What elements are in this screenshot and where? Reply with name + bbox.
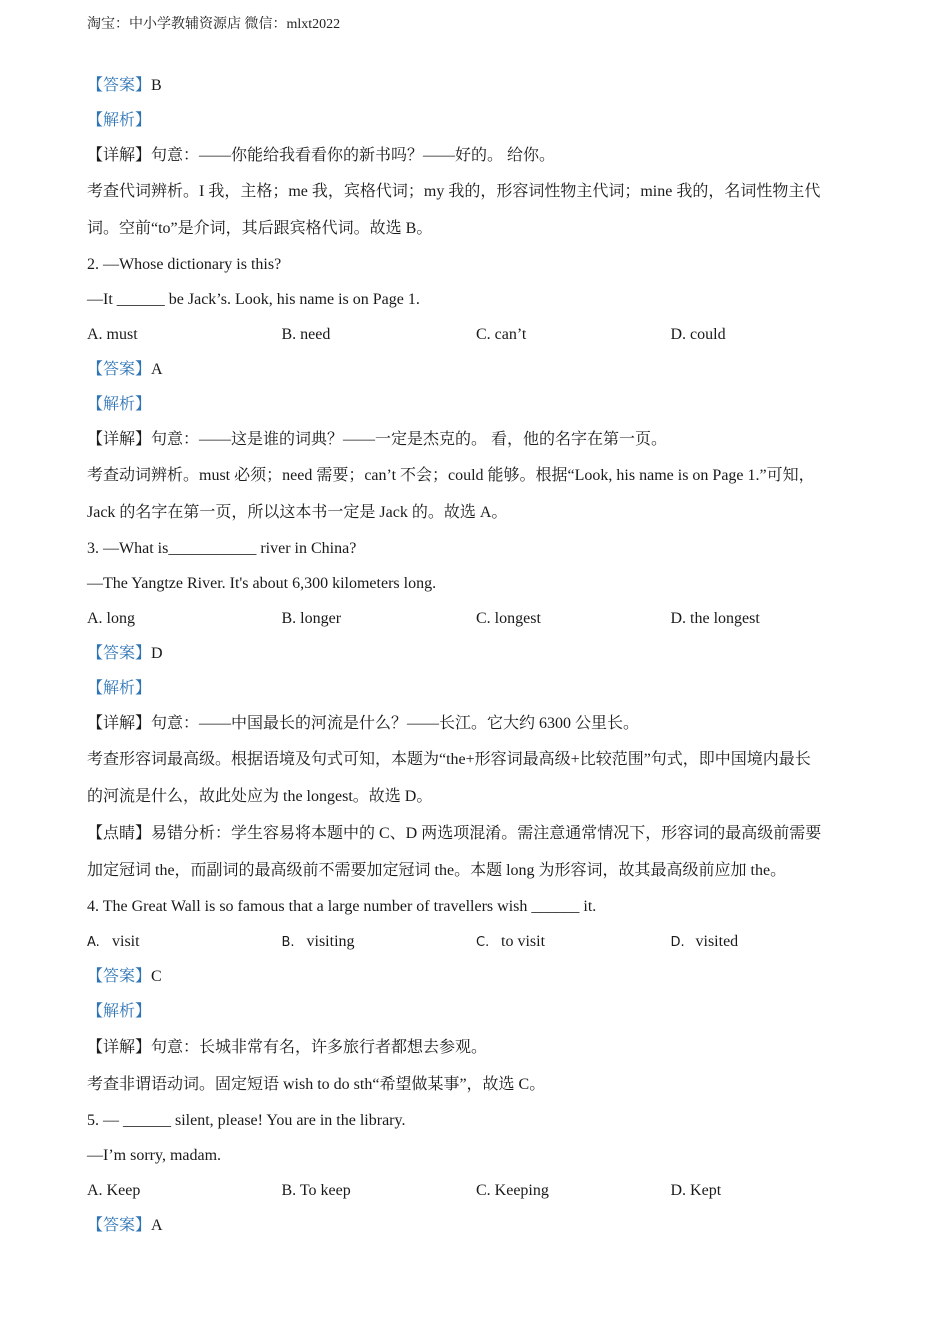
q1-answer bbox=[87, 68, 867, 103]
option-label: C. bbox=[476, 935, 490, 950]
q4-option-a bbox=[87, 924, 282, 959]
q5-options bbox=[87, 1173, 867, 1208]
option-text: visited bbox=[695, 933, 739, 950]
q4-answer bbox=[87, 959, 867, 994]
q5-answer bbox=[87, 1208, 867, 1243]
q2-analysis-tag: 【解析】 bbox=[87, 396, 152, 413]
q4-option-d bbox=[671, 924, 866, 959]
q3-analysis-tag: 【解析】 bbox=[87, 680, 152, 697]
q3-option-d: D. the longest bbox=[670, 610, 760, 627]
q4-options bbox=[87, 924, 867, 959]
q4-explain-1: 考查非谓语动词。固定短语 wish to do sth“希望做某事”，故选 C。 bbox=[87, 1076, 546, 1093]
answer-value: A bbox=[151, 1217, 163, 1234]
document-body bbox=[87, 68, 867, 1243]
q2-explain-1: 考查动词辨析。must 必须；need 需要；can’t 不会；could 能够。根据“Look, his name is on Page 1.”可知， bbox=[87, 467, 815, 484]
q3-option-b: B. longer bbox=[281, 610, 342, 627]
q3-explain-2: 的河流是什么，故此处应为 the longest。故选 D。 bbox=[87, 788, 433, 805]
q2-option-a: A. must bbox=[87, 326, 138, 343]
q5-option-b: B. To keep bbox=[281, 1182, 351, 1199]
option-label: A. bbox=[87, 935, 100, 950]
option-text: visit bbox=[112, 933, 140, 950]
q2-stem: 2. —Whose dictionary is this? bbox=[87, 256, 282, 273]
option-label: D. bbox=[670, 935, 685, 950]
q4-stem: 4. The Great Wall is so famous that a large number of travellers wish ______ it. bbox=[87, 898, 597, 915]
q1-detail: 【详解】句意：——你能给我看看你的新书吗？——好的。 给你。 bbox=[87, 147, 556, 164]
q1-analysis-tag: 【解析】 bbox=[87, 112, 152, 129]
q2-option-c: C. can’t bbox=[476, 326, 527, 343]
q3-detail: 【详解】句意：——中国最长的河流是什么？——长江。它大约 6300 公里长。 bbox=[87, 715, 640, 732]
q2-stem-2: —It ______ be Jack’s. Look, his name is on Page 1. bbox=[87, 291, 420, 308]
q5-option-d: D. Kept bbox=[670, 1182, 722, 1199]
q2-explain-2: Jack 的名字在第一页，所以这本书一定是 Jack 的。故选 A。 bbox=[87, 504, 508, 521]
q3-note-1: 【点睛】易错分析：学生容易将本题中的 C、D 两选项混淆。需注意通常情况下，形容词的最高级前需要 bbox=[87, 825, 822, 842]
q5-stem-2: —I’m sorry, madam. bbox=[87, 1147, 222, 1164]
q3-explain-1: 考查形容词最高级。根据语境及句式可知，本题为“the+形容词最高级+比较范围”句式，即中国境内最长 bbox=[87, 751, 811, 768]
answer-tag: 【答案】 bbox=[87, 361, 152, 378]
q4-option-c bbox=[476, 924, 671, 959]
q2-options bbox=[87, 317, 867, 352]
q3-answer bbox=[87, 636, 867, 671]
answer-tag: 【答案】 bbox=[87, 645, 152, 662]
answer-tag: 【答案】 bbox=[87, 1217, 152, 1234]
option-text: visiting bbox=[306, 933, 355, 950]
q3-options bbox=[87, 601, 867, 636]
option-label: B. bbox=[281, 935, 295, 950]
q3-option-c: C. longest bbox=[476, 610, 541, 627]
q5-option-c: C. Keeping bbox=[476, 1182, 549, 1199]
answer-tag: 【答案】 bbox=[87, 968, 152, 985]
q1-explain-1: 考查代词辨析。I 我，主格；me 我，宾格代词；my 我的，形容词性物主代词；mine 我的，名词性物主代 bbox=[87, 183, 821, 200]
q2-detail: 【详解】句意：——这是谁的词典？——一定是杰克的。 看，他的名字在第一页。 bbox=[87, 431, 668, 448]
page-header: 淘宝：中小学教辅资源店 微信：mlxt2022 bbox=[87, 17, 341, 32]
q3-stem-2: —The Yangtze River. It's about 6,300 kilometers long. bbox=[87, 575, 437, 592]
q3-stem: 3. —What is___________ river in China? bbox=[87, 540, 357, 557]
q2-option-b: B. need bbox=[281, 326, 331, 343]
q4-detail: 【详解】句意：长城非常有名，许多旅行者都想去参观。 bbox=[87, 1039, 488, 1056]
option-text: to visit bbox=[501, 933, 546, 950]
q2-option-d: D. could bbox=[670, 326, 726, 343]
answer-value: C bbox=[151, 968, 162, 985]
answer-value: B bbox=[151, 77, 162, 94]
q5-option-a: A. Keep bbox=[87, 1182, 141, 1199]
q4-analysis-tag: 【解析】 bbox=[87, 1003, 152, 1020]
q5-stem: 5. — ______ silent, please! You are in the library. bbox=[87, 1112, 406, 1129]
q1-explain-2: 词。空前“to”是介词，其后跟宾格代词。故选 B。 bbox=[87, 220, 433, 237]
q3-note-2: 加定冠词 the，而副词的最高级前不需要加定冠词 the。本题 long 为形容词，故其最高级前应加 the。 bbox=[87, 862, 787, 879]
answer-value: D bbox=[151, 645, 163, 662]
q4-option-b bbox=[282, 924, 477, 959]
answer-tag: 【答案】 bbox=[87, 77, 152, 94]
q3-option-a: A. long bbox=[87, 610, 135, 627]
q2-answer bbox=[87, 352, 867, 387]
answer-value: A bbox=[151, 361, 163, 378]
